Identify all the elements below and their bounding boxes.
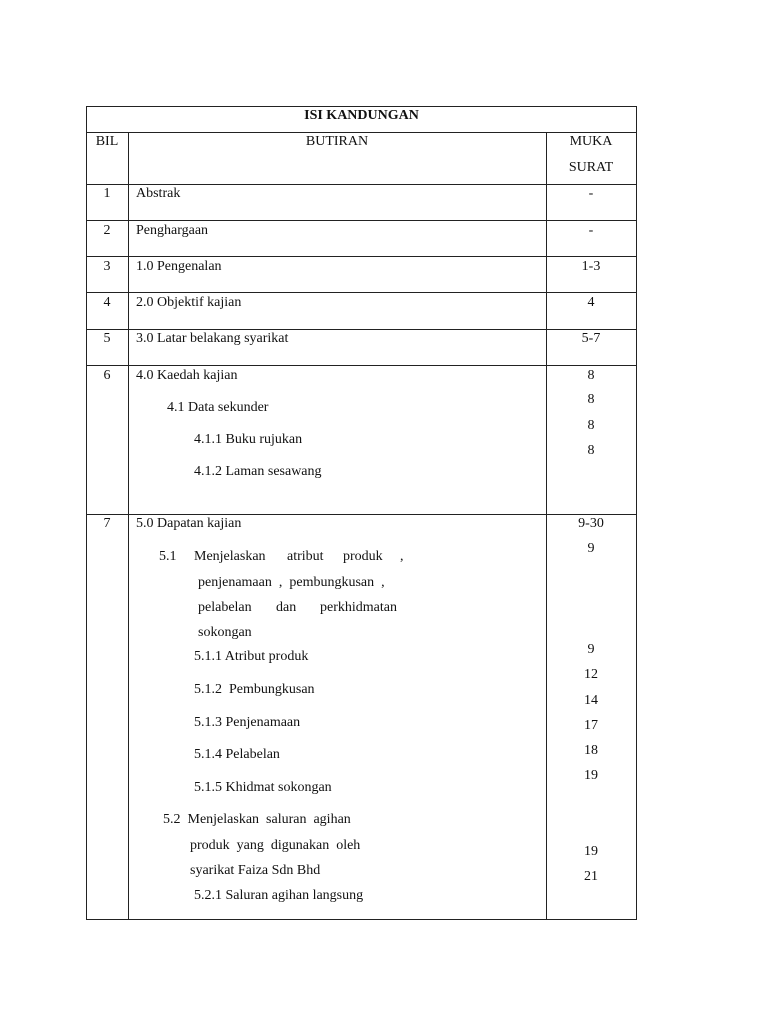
row-page: - <box>588 186 594 201</box>
row-item: 4.0 Kaedah kajian <box>136 368 238 383</box>
section-text-word: atribut <box>287 549 324 564</box>
row-subitem: 5.1.4 Pelabelan <box>194 747 280 762</box>
section-number: 5.1 <box>159 549 177 564</box>
header-muka: MUKA <box>569 134 613 149</box>
table-rule <box>86 184 637 185</box>
row-page: 4 <box>587 295 595 310</box>
section-text: penjenamaan , pembungkusan , <box>198 575 385 590</box>
row-page: 21 <box>584 869 598 884</box>
row-page: 5-7 <box>581 331 601 346</box>
row-item: 5.0 Dapatan kajian <box>136 516 242 531</box>
section-text-word: dan <box>276 600 297 615</box>
row-page: 9 <box>587 541 595 556</box>
section-text-word: pelabelan <box>198 600 252 615</box>
row-page: 9 <box>587 642 595 657</box>
row-item: Penghargaan <box>136 223 209 238</box>
row-page: 8 <box>587 443 595 458</box>
table-rule <box>86 220 637 221</box>
row-page: 1-3 <box>581 259 601 274</box>
row-subitem: 4.1 Data sekunder <box>167 400 269 415</box>
row-number: 3 <box>103 259 111 274</box>
toc-title: ISI KANDUNGAN <box>304 108 419 123</box>
section-text-word: Menjelaskan <box>194 549 266 564</box>
row-item: 1.0 Pengenalan <box>136 259 222 274</box>
row-page: 19 <box>584 768 598 783</box>
row-page: 9-30 <box>578 516 604 531</box>
table-rule <box>86 132 637 133</box>
row-subitem: 5.1.3 Penjenamaan <box>194 715 301 730</box>
row-page: 19 <box>584 844 598 859</box>
row-subitem: 5.1.1 Atribut produk <box>194 649 309 664</box>
column-divider <box>128 132 129 920</box>
row-page: 8 <box>587 368 595 383</box>
row-subitem: 4.1.1 Buku rujukan <box>194 432 303 447</box>
row-page: 18 <box>584 743 598 758</box>
header-bil: BIL <box>95 134 119 149</box>
row-page: 8 <box>587 392 595 407</box>
row-subitem: 5.1.5 Khidmat sokongan <box>194 780 332 795</box>
row-number: 2 <box>103 223 111 238</box>
section-text: sokongan <box>198 625 252 640</box>
section-text-word: produk <box>343 549 383 564</box>
row-item: 3.0 Latar belakang syarikat <box>136 331 289 346</box>
table-border-bottom <box>86 919 637 920</box>
row-subitem: 5.2.1 Saluran agihan langsung <box>194 888 364 903</box>
section-text: syarikat Faiza Sdn Bhd <box>190 863 321 878</box>
row-page: 12 <box>584 667 598 682</box>
row-item: Abstrak <box>136 186 181 201</box>
table-rule <box>86 514 637 515</box>
section-text: produk yang digunakan oleh <box>190 838 361 853</box>
row-page: 14 <box>584 693 598 708</box>
section-text-word: , <box>400 549 404 564</box>
table-border-right <box>636 106 637 920</box>
row-subitem: 4.1.2 Laman sesawang <box>194 464 322 479</box>
table-rule <box>86 292 637 293</box>
row-page: 17 <box>584 718 598 733</box>
row-page: - <box>588 223 594 238</box>
row-number: 6 <box>103 368 111 383</box>
row-number: 5 <box>103 331 111 346</box>
table-rule <box>86 365 637 366</box>
row-number: 7 <box>103 516 111 531</box>
table-rule <box>86 256 637 257</box>
row-number: 1 <box>103 186 111 201</box>
row-subitem: 5.1.2 Pembungkusan <box>194 682 315 697</box>
row-number: 4 <box>103 295 111 310</box>
section-text: 5.2 Menjelaskan saluran agihan <box>163 812 351 827</box>
table-border-top <box>86 106 637 107</box>
section-text-word: perkhidmatan <box>320 600 397 615</box>
row-item: 2.0 Objektif kajian <box>136 295 242 310</box>
table-rule <box>86 329 637 330</box>
header-butiran: BUTIRAN <box>305 134 369 149</box>
row-page: 8 <box>587 418 595 433</box>
header-surat: SURAT <box>568 160 614 175</box>
